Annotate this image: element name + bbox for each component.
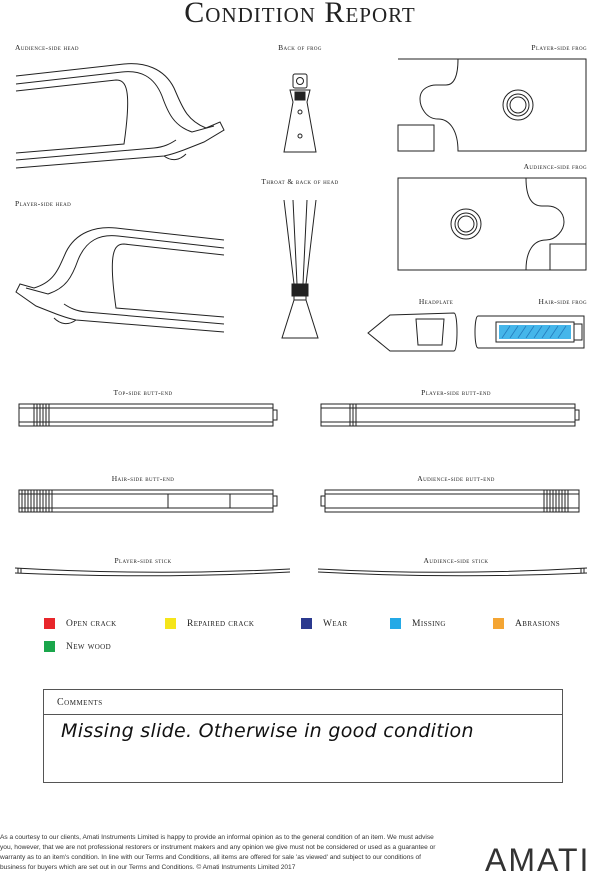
throat-back-of-head-diagram (280, 198, 320, 340)
legend-open-crack: Open crack (44, 618, 117, 629)
legend-new-wood: New wood (44, 641, 111, 652)
comments-box (43, 689, 563, 783)
player-side-head-diagram (14, 222, 226, 337)
label-headplate: Headplate (418, 297, 454, 306)
label-hair-side-frog: Hair-side frog (538, 297, 587, 306)
legend-swatch-open-crack (44, 618, 55, 629)
hair-side-frog-diagram (474, 314, 588, 350)
label-audience-side-frog: Audience-side frog (523, 162, 587, 171)
label-player-side-butt-end: Player-side butt-end (421, 388, 491, 397)
legend-swatch-new-wood (44, 641, 55, 652)
audience-side-butt-end-diagram (318, 488, 580, 514)
comments-heading: Comments (44, 690, 562, 715)
headplate-diagram (366, 311, 460, 353)
player-side-stick-diagram (14, 564, 292, 580)
player-side-frog-diagram (396, 57, 588, 153)
label-audience-side-head: Audience-side head (15, 43, 79, 52)
page-title: Condition Report (184, 0, 416, 29)
comments-text[interactable]: Missing slide. Otherwise in good condition (61, 720, 474, 742)
label-throat-back-of-head: Throat & back of head (261, 177, 339, 186)
brand-logo: AMATI (485, 842, 591, 878)
top-side-butt-end-diagram (18, 402, 280, 428)
label-back-of-frog: Back of frog (278, 43, 322, 52)
label-top-side-butt-end: Top-side butt-end (113, 388, 173, 397)
label-player-side-frog: Player-side frog (531, 43, 587, 52)
legend-wear: Wear (301, 618, 348, 629)
disclaimer-text: As a courtesy to our clients, Amati Instruments Limited is happy to provide an informal opinion as to the general condition of an item. We must advise you, however, that we are not professional restorers or instrument makers and any opinion we give must not be considered or used as a guarantee or warranty as to an item's condition. In line with our Terms and Conditions, all items are offered for sale 'as viewed' and subject to our conditions of business for buyers which are set out in our Terms and Conditions. © Amati Instruments Limited 2017 (0, 834, 436, 871)
legend-abrasions: Abrasions (493, 618, 560, 629)
label-audience-side-stick: Audience-side stick (423, 556, 489, 565)
audience-side-frog-diagram (396, 176, 588, 272)
legend-repaired-crack: Repaired crack (165, 618, 254, 629)
legend-swatch-repaired-crack (165, 618, 176, 629)
audience-side-head-diagram (14, 58, 226, 173)
player-side-butt-end-diagram (320, 402, 582, 428)
legend-swatch-wear (301, 618, 312, 629)
label-hair-side-butt-end: Hair-side butt-end (111, 474, 175, 483)
audience-side-stick-diagram (317, 564, 589, 580)
legend-swatch-missing (390, 618, 401, 629)
hair-side-butt-end-diagram (18, 488, 280, 514)
label-player-side-stick: Player-side stick (114, 556, 172, 565)
legend-swatch-abrasions (493, 618, 504, 629)
back-of-frog-diagram (280, 72, 320, 156)
legend-missing: Missing (390, 618, 446, 629)
label-audience-side-butt-end: Audience-side butt-end (417, 474, 495, 483)
label-player-side-head: Player-side head (15, 199, 72, 208)
